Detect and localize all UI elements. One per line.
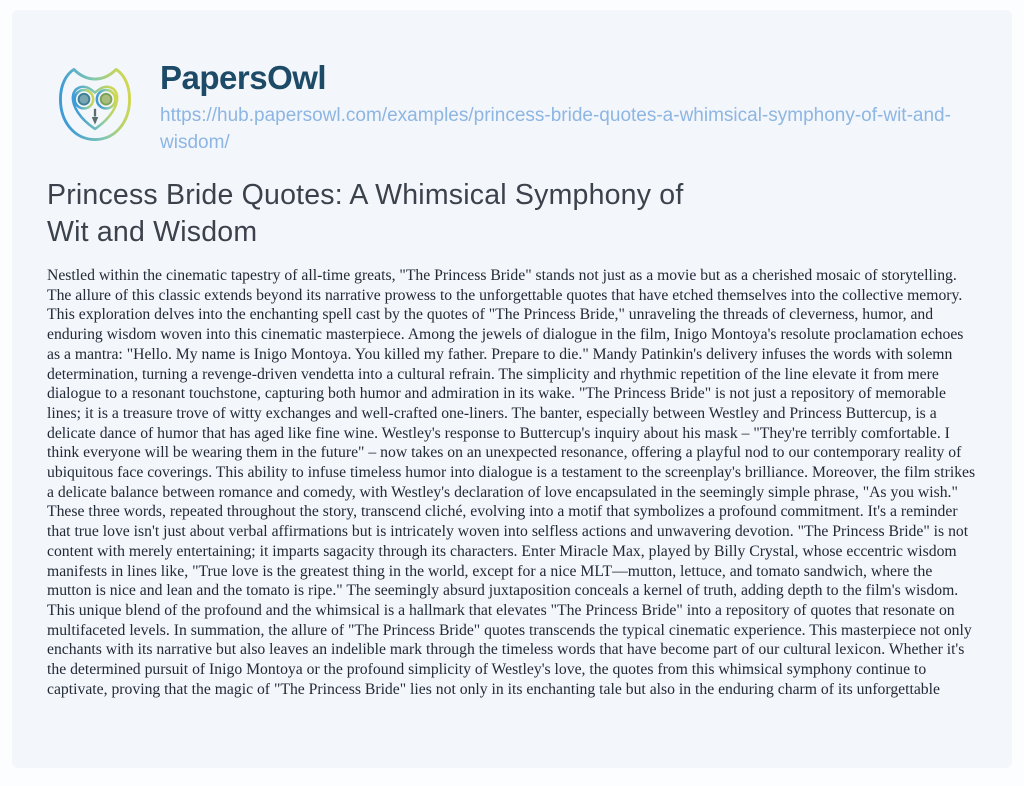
brand-block [160,56,952,156]
page-url-link[interactable]: https://hub.papersowl.com/examples/princess-bride-quotes-a-whimsical-symphony-of-wit-and-wisdom/ [160,105,951,153]
brand-name: PapersOwl [160,59,327,96]
page-title: Princess Bride Quotes: A Whimsical Symphony of Wit and Wisdom [47,179,684,248]
papersowl-owl-logo-icon [47,56,143,152]
article-page [12,10,1012,768]
essay-body-text: Nestled within the cinematic tapestry of all-time greats, "The Princess Bride" stands not just as a movie but as a cherished mosaic of storytelling. The allure of this classic extends beyond its narrative prowess to the unforgettable quotes that have etched themselves into the collective memory. This exploration delves into the enchanting spell cast by the quotes of "The Princess Bride," unraveling the threads of cleverness, humor, and enduring wisdom woven into this cinematic masterpiece. Among the jewels of dialogue in the film, Inigo Montoya's resolute proclamation echoes as a mantra: "Hello. My name is Inigo Montoya. You killed my father. Prepare to die." Mandy Patinkin's delivery infuses the words with solemn determination, turning a revenge-driven vendetta into a cultural refrain. The simplicity and rhythmic repetition of the line elevate it from mere dialogue to a resonant touchstone, capturing both humor and admiration in its wake. "The Princess Bride" is not just a repository of memorable lines; it is a treasure trove of witty exchanges and well-crafted one-liners. The banter, especially between Westley and Princess Buttercup, is a delicate dance of humor that has aged like fine wine. Westley's response to Buttercup's inquiry about his mask – "They're terribly comfortable. I think everyone will be wearing them in the future" – now takes on an unexpected resonance, offering a playful nod to our contemporary reality of ubiquitous face coverings. This ability to infuse timeless humor into dialogue is a testament to the screenplay's brilliance. Moreover, the film strikes a delicate balance between romance and comedy, with Westley's declaration of love encapsulated in the seemingly simple phrase, "As you wish." These three words, repeated throughout the story, transcend cliché, evolving into a motif that symbolizes a profound commitment. It's a reminder that true love isn't just about verbal affirmations but is intricately woven into selfless actions and unwavering devotion. "The Princess Bride" is not content with merely entertaining; it imparts sagacity through its characters. Enter Miracle Max, played by Billy Crystal, whose eccentric wisdom manifests in lines like, "True love is the greatest thing in the world, except for a nice MLT—mutton, lettuce, and tomato sandwich, where the mutton is nice and lean and the tomato is ripe." The seemingly absurd juxtaposition conceals a kernel of truth, adding depth to the film's wisdom. This unique blend of the profound and the whimsical is a hallmark that elevates "The Princess Bride" into a repository of quotes that resonate on multifaceted levels. In summation, the allure of "The Princess Bride" quotes transcends the typical cinematic experience. This masterpiece not only enchants with its narrative but also leaves an indelible mark through the timeless words that have become part of our cultural lexicon. Whether it's the determined pursuit of Inigo Montoya or the profound simplicity of Westley's love, the quotes from this whimsical symphony continue to captivate, proving that the magic of "The Princess Bride" lies not only in its enchanting tale but also in the enduring charm of its unforgettable [47,267,976,698]
site-header [47,56,977,156]
